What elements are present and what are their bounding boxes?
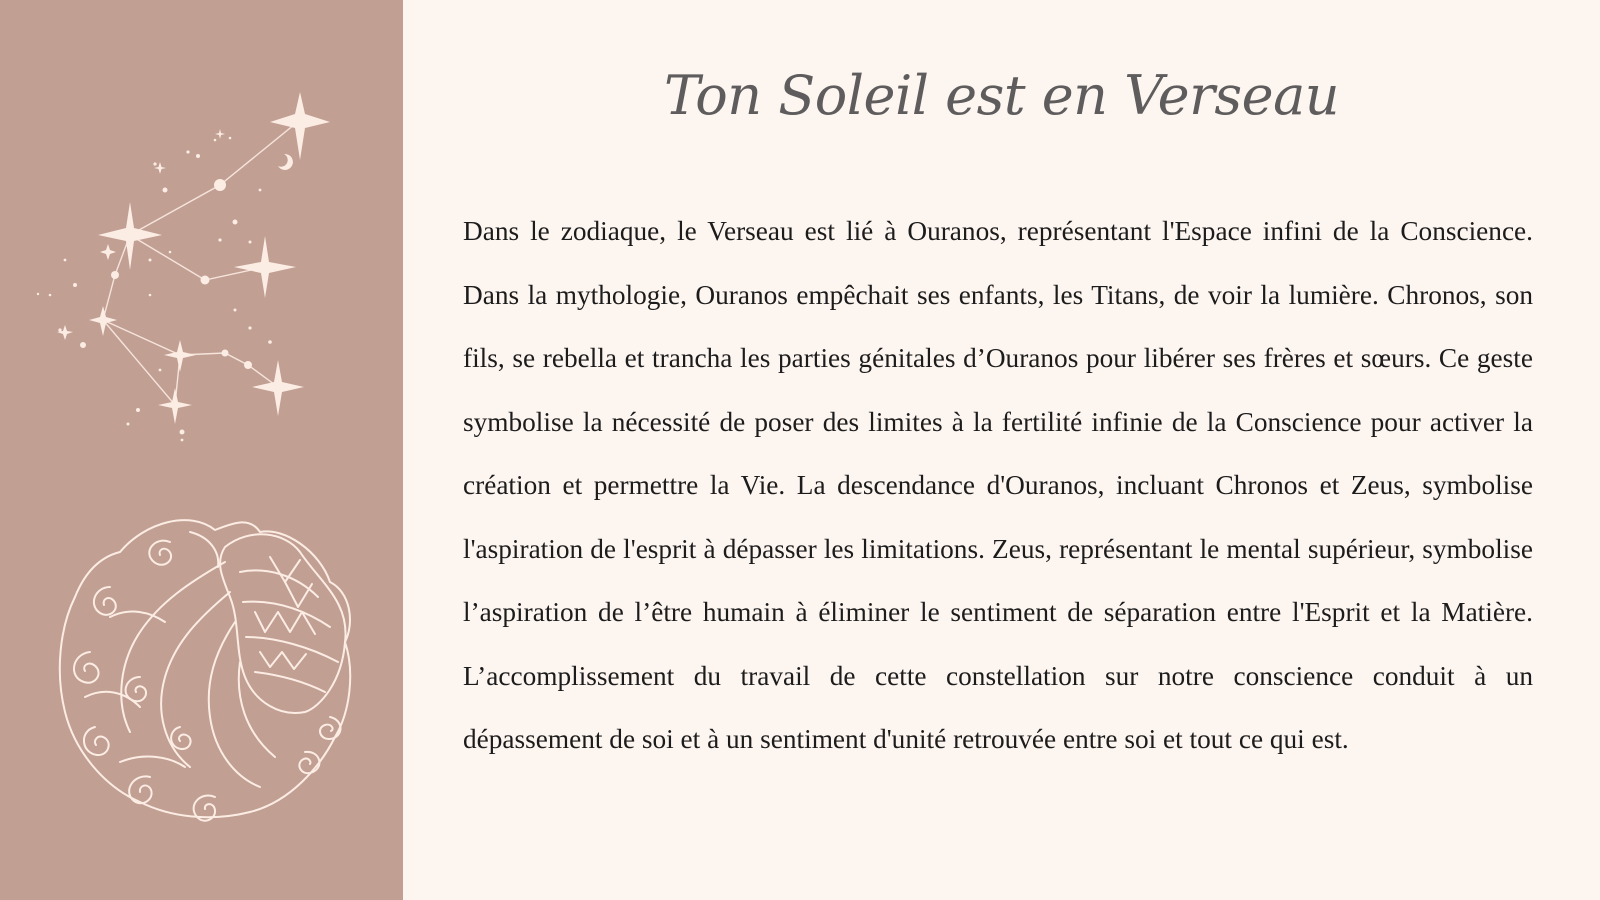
page-title: Ton Soleil est en Verseau <box>663 64 1340 127</box>
main-content <box>403 0 1600 900</box>
aquarius-constellation-icon <box>20 80 350 460</box>
sidebar-panel <box>0 0 403 900</box>
body-paragraph: Dans le zodiaque, le Verseau est lié à Ouranos, représentant l'Espace infini de la Conscience. Dans la mythologie, Ouranos empêchait ses enfants, les Titans, de voir la lumière. Chronos, son fils, se rebella et trancha les parties génitales d’Ouranos pour libérer ses frères et sœurs. Ce geste symbolise la nécessité de poser des limites à la fertilité infinie de la Conscience pour activer la création et permettre la Vie. La descendance d'Ouranos, incluant Chronos et Zeus, symbolise l'aspiration de l'esprit à dépasser les limitations. Zeus, représentant le mental supérieur, symbolise l’aspiration de l’être humain à éliminer le sentiment de séparation entre l'Esprit et la Matière. L’accomplissement du travail de cette constellation sur notre conscience conduit à un dépassement de soi et à un sentiment d'unité retrouvée entre soi et tout ce qui est. <box>463 216 1533 754</box>
aquarius-water-bearer-icon <box>50 512 370 822</box>
